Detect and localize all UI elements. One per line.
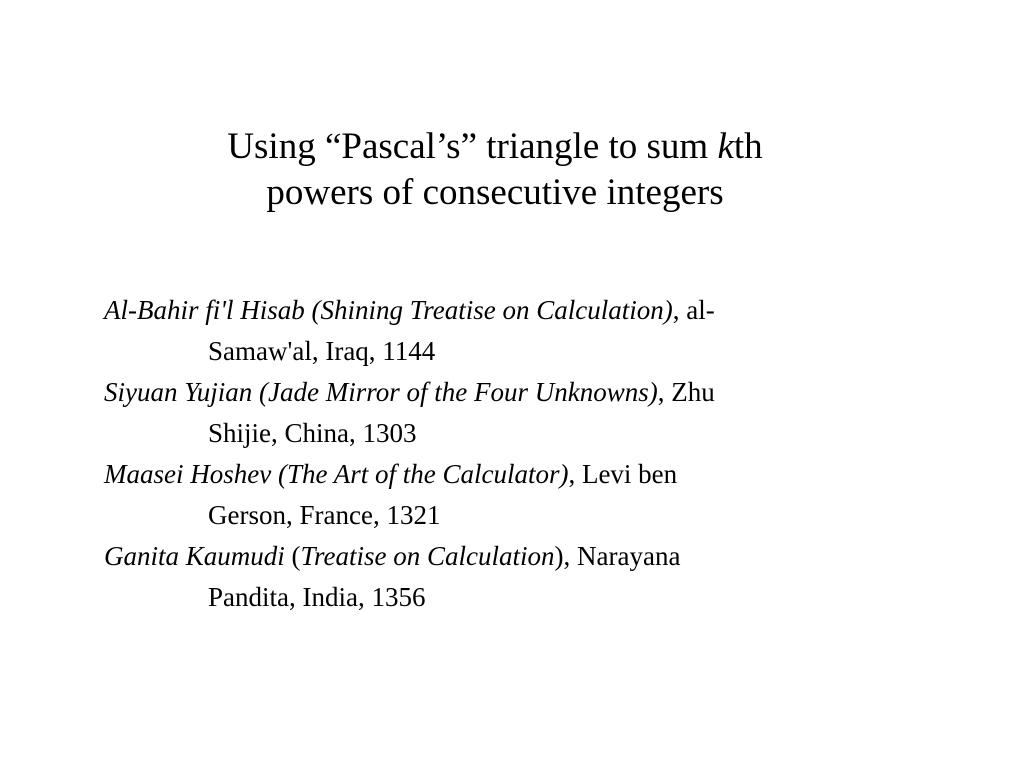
- reference-line-2: Samaw'al, Iraq, 1144: [208, 336, 436, 366]
- reference-line-1: [104, 290, 904, 331]
- slide-title: [100, 124, 890, 216]
- title-line-1: [100, 124, 890, 170]
- reference-work-title: Ganita Kaumudi: [104, 541, 285, 571]
- reference-line-2: Pandita, India, 1356: [208, 582, 426, 612]
- reference-author-start: ), Narayana: [554, 541, 681, 571]
- title-k-variable: k: [717, 126, 734, 167]
- reference-author-start: , Zhu: [657, 377, 715, 407]
- reference-work-subtitle: Treatise on Calculation: [300, 541, 555, 571]
- reference-paren-open: (: [284, 541, 301, 571]
- reference-item: [104, 536, 904, 618]
- reference-line-1: [104, 372, 904, 413]
- reference-work-title: Siyuan Yujian (Jade Mirror of the Four Unknowns): [104, 377, 658, 407]
- reference-line-2: Gerson, France, 1321: [208, 500, 441, 530]
- title-line-2: powers of consecutive integers: [266, 172, 724, 213]
- reference-author-start: , Levi ben: [568, 459, 678, 489]
- reference-list: [104, 290, 904, 618]
- title-text-start: Using “Pascal’s” triangle to sum: [227, 126, 718, 167]
- reference-item: [104, 372, 904, 454]
- reference-line-2: Shijie, China, 1303: [208, 418, 417, 448]
- reference-work-title: Al-Bahir fi'l Hisab (Shining Treatise on Calculation): [104, 295, 673, 325]
- reference-line-1: [104, 536, 904, 577]
- reference-item: [104, 454, 904, 536]
- reference-item: [104, 290, 904, 372]
- reference-work-title: Maasei Hoshev (The Art of the Calculator): [104, 459, 569, 489]
- reference-author-start: , al-: [672, 295, 715, 325]
- reference-line-1: [104, 454, 904, 495]
- title-text-end: th: [733, 126, 763, 167]
